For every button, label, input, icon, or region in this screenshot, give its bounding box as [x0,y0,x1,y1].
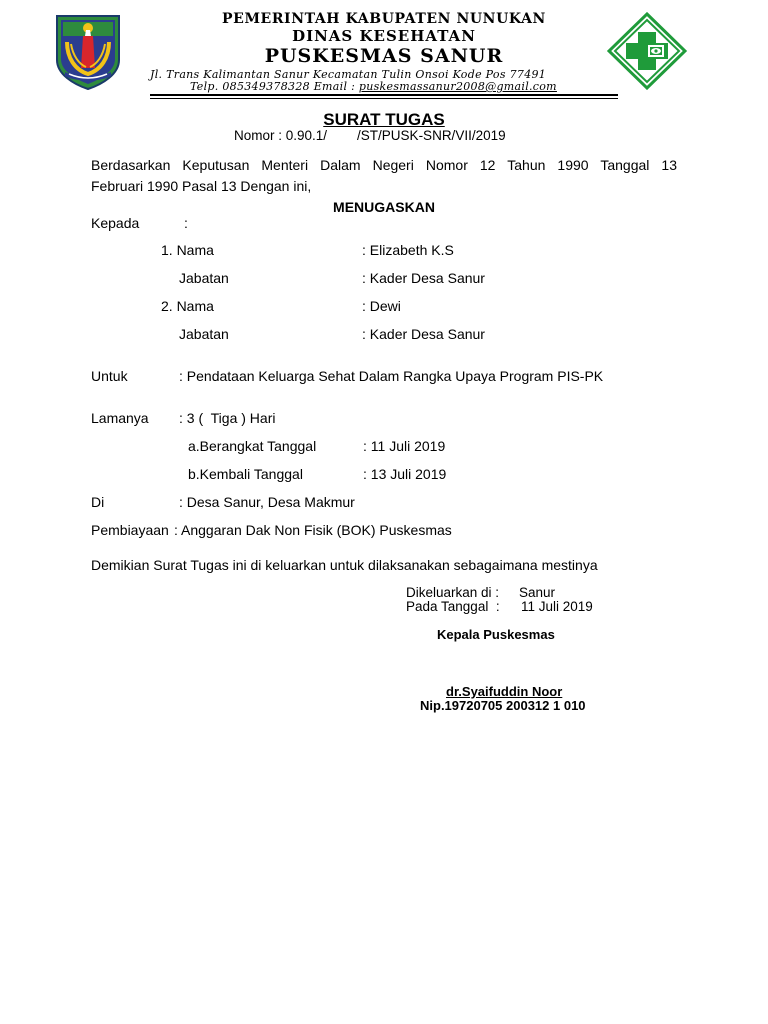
intro-line-2: Februari 1990 Pasal 13 Dengan ini, [91,178,312,194]
intro-line-1: Berdasarkan Keputusan Menteri Dalam Negeri Nomor 12 Tahun 1990 Tanggal 13 [91,157,677,173]
person-1-jabatan-label: Jabatan [179,270,229,286]
di-value: : Desa Sanur, Desa Makmur [179,494,355,510]
untuk-value: : Pendataan Keluarga Sehat Dalam Rangka Upaya Program PIS-PK [179,368,604,384]
berangkat-value: : 11 Juli 2019 [363,438,446,454]
pembiayaan-value: : Anggaran Dak Non Fisik (BOK) Puskesmas [174,522,452,538]
lamanya-label: Lamanya [91,410,149,426]
signature-nip: Nip.19720705 200312 1 010 [420,698,586,713]
letterhead-email[interactable]: puskesmassanur2008@gmail.com [358,80,557,93]
person-2-jabatan-value: : Kader Desa Sanur [362,326,485,342]
intro-paragraph [91,155,677,197]
closing-statement: Demikian Surat Tugas ini di keluarkan untuk dilaksanakan sebagaimana mestinya [91,557,598,573]
berangkat-label: a.Berangkat Tanggal [188,438,317,454]
person-1-nama-value: : Elizabeth K.S [362,242,454,258]
issued-date-label: Pada Tanggal : [406,599,500,614]
kembali-value: : 13 Juli 2019 [363,466,447,482]
signature-name: dr.Syaifuddin Noor [446,684,563,699]
di-label: Di [91,494,105,510]
untuk-label: Untuk [91,368,128,384]
issued-place-value: Sanur [519,585,556,600]
letterhead-government: PEMERINTAH KABUPATEN NUNUKAN [222,11,546,27]
menugaskan-heading: MENUGASKAN [333,199,435,215]
letterhead-institution: PUSKESMAS SANUR [264,45,504,67]
letterhead-address: Jl. Trans Kalimantan Sanur Kecamatan Tulin Onsoi Kode Pos 77491 [150,68,547,81]
letterhead-contact [190,80,557,93]
person-2-nama-label: 2. Nama [161,298,214,314]
kepada-label: Kepada [91,215,140,231]
letterhead-phone: Telp. 085349378328 Email : [190,80,359,93]
kepada-colon: : [184,215,188,231]
person-2-nama-value: : Dewi [362,298,401,314]
kembali-label: b.Kembali Tanggal [188,466,303,482]
letterhead-department: DINAS KESEHATAN [292,27,476,45]
letterhead-rule-thick [150,94,618,96]
letterhead-rule-thin [150,98,618,99]
person-1-jabatan-value: : Kader Desa Sanur [362,270,485,286]
issued-place-label: Dikeluarkan di : [406,585,500,600]
issued-date-value: 11 Juli 2019 [521,599,593,614]
lamanya-value: : 3 ( Tiga ) Hari [179,410,276,426]
person-1-nama-label: 1. Nama [161,242,214,258]
person-2-jabatan-label: Jabatan [179,326,229,342]
document-number: Nomor : 0.90.1/ /ST/PUSK-SNR/VII/2019 [234,128,506,143]
signature-position: Kepala Puskesmas [437,627,555,642]
document-title: SURAT TUGAS [323,110,445,129]
pembiayaan-label: Pembiayaan [91,522,169,538]
